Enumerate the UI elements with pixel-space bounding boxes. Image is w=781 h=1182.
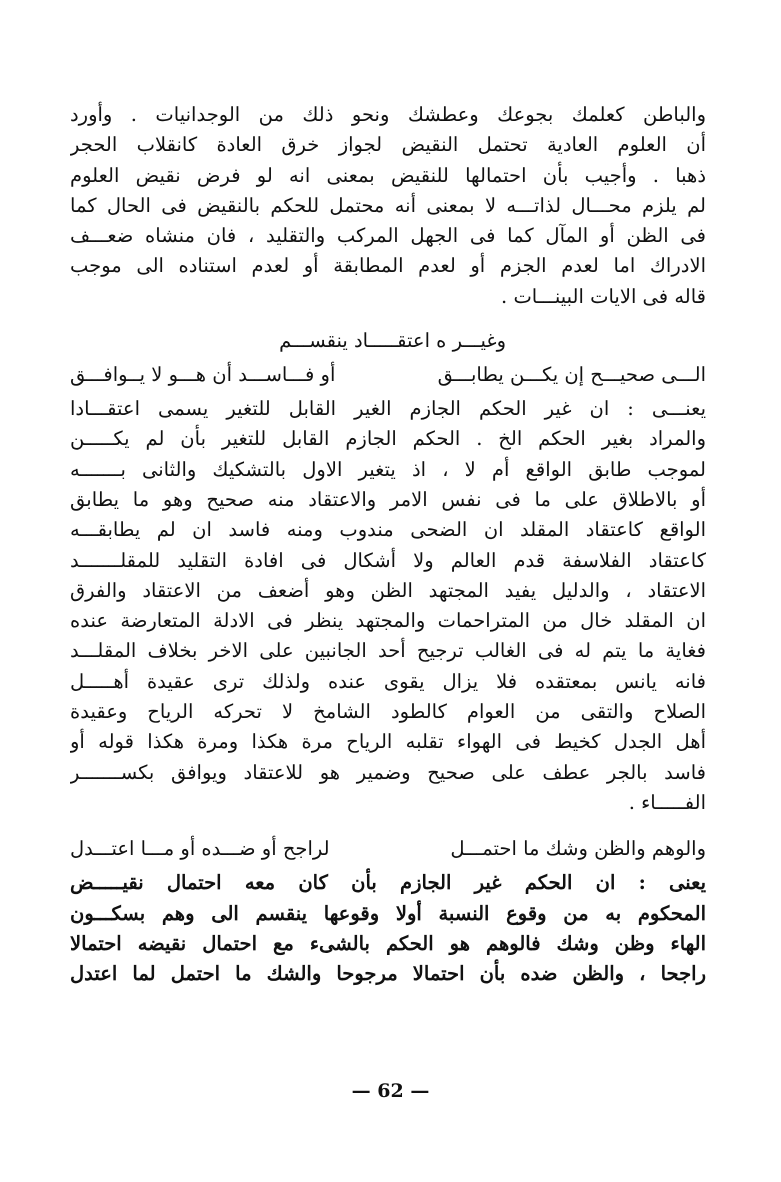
verse-1 xyxy=(70,326,706,394)
verse-2 xyxy=(70,834,706,868)
text-line: فى الظن أو المآل كما فى الجهل المركب والتقليد ، فان منشاه ضعـــف xyxy=(70,224,706,248)
paragraph-1 xyxy=(70,100,706,312)
text-line: قاله فى الايات البينـــات . xyxy=(501,284,706,308)
text-line: أو بالاطلاق على ما فى نفس الامر والاعتقاد منه صحيح وهو ما يطابق xyxy=(70,487,706,511)
paragraph-3 xyxy=(70,868,706,989)
paragraph-2 xyxy=(70,394,706,818)
text-line: ذهبا . وأجيب بأن احتمالها للنقيض بمعنى انه لو فرض نقيض العلوم xyxy=(70,163,706,187)
text-line: والمراد بغير الحكم الخ . الحكم الجازم القابل للتغير بأن لم يكـــــن xyxy=(70,427,706,451)
verse-hemistich-right: والوهم والظن وشك ما احتمـــل xyxy=(450,837,706,861)
text-line: الفـــــاء . xyxy=(628,790,706,814)
text-line: أهل الجدل كخيط فى الهواء تقلبه الرياح مرة هكذا ومرة هكذا قوله أو xyxy=(70,730,706,754)
text-line: لم يلزم محـــال لذاتـــه لا بمعنى أنه محتمل للحكم بالنقيض فى الحال كما xyxy=(70,193,706,217)
text-line: ان المقلد خال من المتراحمات والمجتهد ينظر فى الادلة المتعارضة عنده xyxy=(70,609,706,633)
verse-hemistich-left: لراجح أو ضـــده أو مـــا اعتـــدل xyxy=(70,837,330,861)
text-line: فغاية ما يتم له فى الغالب ترجيح أحد الجانبين على الاخر بخلاف المقلـــد xyxy=(70,639,706,663)
text-line: الادراك اما لعدم الجزم أو لعدم المطابقة أو لعدم استناده الى موجب xyxy=(70,254,706,278)
text-line: فاسد بالجر عطف على صحيح وضمير هو للاعتقاد ويوافق بكســـــــر xyxy=(70,760,706,784)
text-line: الهاء وظن وشك فالوهم هو الحكم بالشىء مع احتمال نقيضه احتمالا xyxy=(70,931,706,955)
text-line: يعنـــى : ان غير الحكم الجازم الغير القابل للتغير يسمى اعتقـــادا xyxy=(70,397,706,421)
verse-hemistich-right: الـــى صحيـــح إن يكـــن يطابـــق xyxy=(437,363,706,387)
verse-line-1: وغيـــر ه اعتقـــــاد ينقســـم xyxy=(279,329,506,353)
text-line: الصلاح والتقى من العوام كالطود الشامخ لا تحركه الرياح وعقيدة xyxy=(70,700,706,724)
text-line: والباطن كعلمك بجوعك وعطشك ونحو ذلك من الوجدانيات . وأورد xyxy=(70,103,706,126)
text-line: كاعتقاد الفلاسفة قدم العالم ولا أشكال فى افادة التقليد للمقلـــــــد xyxy=(70,548,706,572)
page-body xyxy=(70,100,706,989)
text-line: الاعتقاد ، والدليل يفيد المجتهد الظن وهو أضعف من الاعتقاد والفرق xyxy=(70,578,706,602)
text-line: لموجب طابق الواقع أم لا ، اذ يتغير الاول بالتشكيك والثانى بـــــــه xyxy=(70,457,706,481)
text-line: فانه يانس بمعتقده فلا يزال يقوى عنده ولذلك ترى عقيدة أهـــــل xyxy=(70,669,706,693)
text-line: راجحا ، والظن ضده بأن احتمالا مرجوحا والشك ما احتمل لما اعتدل xyxy=(70,962,706,986)
text-line: أن العلوم العادية تحتمل النقيض لجواز خرق العادة كانقلاب الحجر xyxy=(70,133,706,157)
text-line: يعنى : ان الحكم غير الجازم بأن كان معه احتمال نقيـــــض xyxy=(70,871,706,895)
verse-hemistich-left: أو فـــاســـد أن هـــو لا يــوافـــق xyxy=(70,363,336,387)
text-line: المحكوم به من وقوع النسبة أولا وقوعها ينقسم الى وهم بسكـــون xyxy=(70,901,706,925)
text-line: الواقع كاعتقاد المقلد ان الضحى مندوب ومنه فاسد ان لم يطابقـــه xyxy=(70,518,706,542)
page-number: — 62 — xyxy=(351,1080,430,1102)
